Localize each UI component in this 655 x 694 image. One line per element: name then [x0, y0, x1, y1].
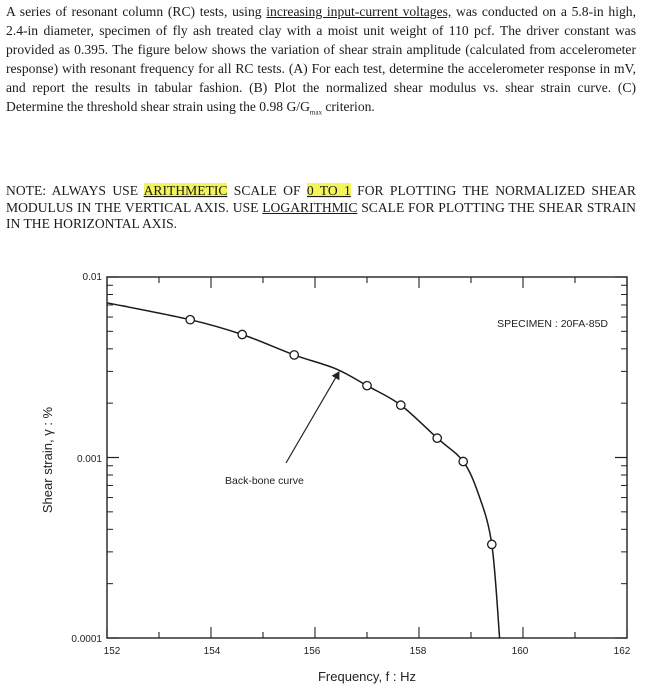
- data-point: [459, 457, 467, 465]
- note-paragraph: [6, 183, 636, 233]
- note-text-4: SCALE FOR PLOTTING THE SHEAR STRAIN IN THE HORIZONTAL AXIS.: [6, 199, 636, 231]
- x-tick-label-154: 154: [203, 646, 221, 657]
- backbone-annotation: Back-bone curve: [225, 475, 304, 487]
- problem-underlined-phrase: increasing input-current voltages,: [266, 4, 452, 19]
- x-tick-label-156: 156: [303, 646, 321, 657]
- data-point: [290, 351, 298, 359]
- specimen-label: SPECIMEN : 20FA-85D: [497, 318, 608, 330]
- x-axis-title: Frequency, f : Hz: [317, 669, 417, 684]
- data-point: [363, 381, 371, 389]
- gmax-subscript: max: [309, 108, 322, 117]
- y-tick-label-0.01: 0.01: [82, 272, 102, 283]
- note-text-1: NOTE: ALWAYS USE: [6, 183, 144, 198]
- y-tick-label-0.001: 0.001: [76, 454, 102, 465]
- note-highlight-arithmetic: ARITHMETIC: [143, 183, 228, 198]
- x-tick-label-162: 162: [613, 646, 631, 657]
- plot-area: [107, 277, 627, 638]
- note-text-3: FOR PLOTTING THE NORMALIZED SHEAR MODULUS IN THE VERTICAL AXIS. USE: [6, 183, 636, 215]
- data-point: [186, 316, 194, 324]
- note-underlined-logarithmic: LOGARITHMIC: [262, 199, 358, 215]
- note-text-2: SCALE OF: [227, 183, 307, 198]
- note-highlight-range: 0 TO 1: [306, 183, 351, 198]
- problem-text-body: was conducted on a 5.8-in high, 2.4-in diameter, specimen of fly ash treated clay with a moist unit weight of 110 pcf. The driver constant was provided as 0.395. The figure below shows the variation of shear strain amplitude (calculated from accelerometer response) with resonant frequency for all RC tests. (A) For each test, determine the accelerometer response in mV, and report the results in tabular fashion. (B) Plot the normalized shear modulus vs. shear strain curve. (C) Determine the threshold shear strain using the 0.98 G/G: [6, 4, 636, 114]
- data-point: [488, 540, 496, 548]
- y-axis-title: Shear strain, γ : %: [40, 406, 55, 514]
- data-point: [433, 434, 441, 442]
- figure: [0, 262, 655, 694]
- x-tick-label-160: 160: [511, 646, 529, 657]
- problem-statement: [6, 2, 636, 123]
- y-tick-label-0.0001: 0.0001: [71, 634, 102, 645]
- shear-strain-chart: [0, 262, 655, 694]
- x-tick-label-158: 158: [409, 646, 427, 657]
- problem-text-start: A series of resonant column (RC) tests, using: [6, 4, 267, 19]
- data-point: [397, 401, 405, 409]
- problem-text-end: criterion.: [321, 99, 375, 114]
- x-tick-label-152: 152: [103, 646, 121, 657]
- data-point: [238, 330, 246, 338]
